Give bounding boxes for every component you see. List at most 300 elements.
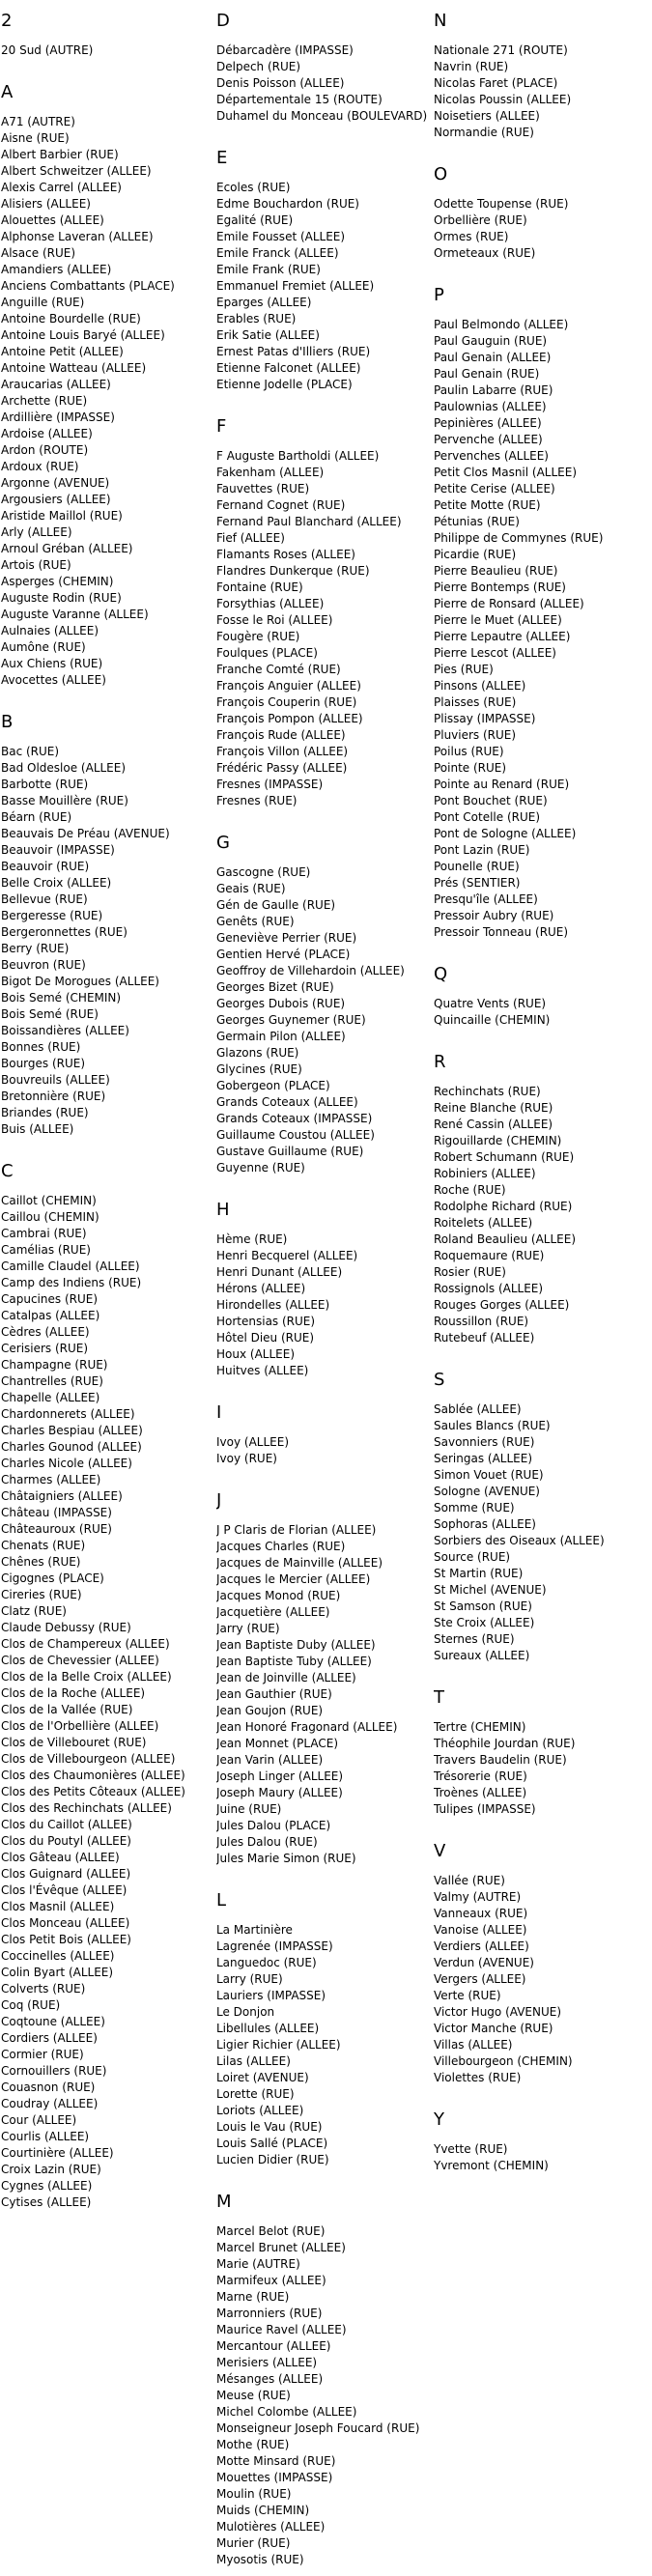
street-item: Rodolphe Richard (RUE) <box>434 1199 573 1213</box>
street-item: Vallée (RUE) <box>434 1873 505 1887</box>
street-item: Jean de Joinville (ALLEE) <box>216 1670 356 1684</box>
street-item: St Martin (RUE) <box>434 1566 524 1580</box>
street-item: Clatz (RUE) <box>1 1603 67 1618</box>
street-item: Victor Hugo (AVENUE) <box>434 2004 562 2019</box>
street-item: Champagne (RUE) <box>1 1357 108 1372</box>
street-list <box>434 42 651 141</box>
street-item: Nicolas Poussin (ALLEE) <box>434 92 572 106</box>
street-item: Pierre Beaulieu (RUE) <box>434 563 558 578</box>
street-item: Simon Vouet (RUE) <box>434 1467 544 1482</box>
street-item: Grands Coteaux (IMPASSE) <box>216 1111 373 1125</box>
street-item: Avocettes (ALLEE) <box>1 672 106 687</box>
street-item: Ecoles (RUE) <box>216 180 291 194</box>
letter-heading: T <box>434 1687 444 1708</box>
street-list <box>434 1873 651 2086</box>
street-item: Moulin (RUE) <box>216 2486 292 2501</box>
street-item: Pounelle (RUE) <box>434 859 520 873</box>
letter-heading: P <box>434 285 444 305</box>
street-item: Genêts (RUE) <box>216 914 295 928</box>
street-item: Jarry (RUE) <box>216 1621 280 1635</box>
street-item: Savonniers (RUE) <box>434 1434 535 1449</box>
street-item: Alphonse Laveran (ALLEE) <box>1 229 154 243</box>
street-item: Asperges (CHEMIN) <box>1 574 114 588</box>
street-item: Clos de Villebouret (RUE) <box>1 1735 147 1749</box>
street-item: Charmes (ALLEE) <box>1 1472 101 1486</box>
letter-heading: D <box>216 11 230 31</box>
street-item: Pierre Lescot (ALLEE) <box>434 645 556 660</box>
street-item: Cornouillers (RUE) <box>1 2063 107 2078</box>
letter-group <box>434 964 651 1029</box>
street-item: Frédéric Passy (ALLEE) <box>216 760 348 775</box>
street-item: Joseph Maury (ALLEE) <box>216 1785 343 1799</box>
letter-heading: E <box>216 148 228 168</box>
street-list <box>216 864 433 1176</box>
street-item: Jacques de Mainville (ALLEE) <box>216 1555 383 1570</box>
street-item: Ernest Patas d'Illiers (RUE) <box>216 344 371 358</box>
street-item: Maurice Ravel (ALLEE) <box>216 2322 347 2336</box>
street-item: Navrin (RUE) <box>434 59 509 73</box>
letter-heading: Q <box>434 964 448 984</box>
letter-heading: I <box>216 1402 222 1423</box>
letter-heading: J <box>216 1490 222 1511</box>
street-item: Paul Genain (RUE) <box>434 366 540 381</box>
street-list <box>216 1522 433 1867</box>
street-item: Ardillière (IMPASSE) <box>1 410 115 424</box>
street-item: Aulnaies (ALLEE) <box>1 623 99 637</box>
street-list <box>434 996 651 1029</box>
street-item: Ivoy (RUE) <box>216 1451 277 1465</box>
street-item: Georges Guynemer (RUE) <box>216 1012 366 1027</box>
street-item: Tulipes (IMPASSE) <box>434 1801 536 1816</box>
street-item: Alouettes (ALLEE) <box>1 212 104 227</box>
street-item: Clos des Chaumonières (ALLEE) <box>1 1768 185 1782</box>
street-item: Bouvreuils (ALLEE) <box>1 1072 110 1087</box>
street-item: Coccinelles (ALLEE) <box>1 1948 115 1963</box>
street-item: Pierre le Muet (ALLEE) <box>434 612 562 627</box>
street-item: Delpech (RUE) <box>216 59 301 73</box>
street-item: Auguste Varanne (ALLEE) <box>1 607 149 621</box>
street-item: François Anguier (ALLEE) <box>216 678 361 693</box>
letter-heading: 2 <box>1 11 13 31</box>
street-item: Pointe (RUE) <box>434 760 507 775</box>
street-item: Cerisiers (RUE) <box>1 1341 89 1355</box>
street-item: 20 Sud (AUTRE) <box>1 42 94 57</box>
street-item: Camp des Indiens (RUE) <box>1 1275 142 1289</box>
street-list <box>434 1084 651 1346</box>
street-item: Paulin Labarre (RUE) <box>434 382 553 397</box>
street-item: Myosotis (RUE) <box>216 2552 304 2566</box>
street-item: Pétunias (RUE) <box>434 514 520 528</box>
street-item: Violettes (RUE) <box>434 2070 522 2084</box>
street-item: Clos de Villebourgeon (ALLEE) <box>1 1751 176 1766</box>
letter-group <box>216 1890 433 2168</box>
street-item: Courlis (ALLEE) <box>1 2129 90 2143</box>
street-item: Clos des Rechinchats (ALLEE) <box>1 1800 172 1815</box>
street-item: Seringas (ALLEE) <box>434 1451 533 1465</box>
street-item: Antoine Petit (ALLEE) <box>1 344 124 358</box>
street-item: Jacques Monod (RUE) <box>216 1588 341 1602</box>
street-item: Antoine Louis Baryé (ALLEE) <box>1 327 165 342</box>
street-item: Odette Toupense (RUE) <box>434 196 569 211</box>
street-item: Beuvron (RUE) <box>1 957 86 972</box>
street-item: Antoine Watteau (ALLEE) <box>1 360 147 375</box>
street-item: Mulotières (ALLEE) <box>216 2519 326 2534</box>
street-item: Clos du Caillot (ALLEE) <box>1 1817 132 1831</box>
street-item: Mésanges (ALLEE) <box>216 2371 324 2386</box>
street-list <box>216 180 433 393</box>
letter-group <box>216 2192 433 2568</box>
street-item: Clos Monceau (ALLEE) <box>1 1915 130 1930</box>
street-item: Château (IMPASSE) <box>1 1505 112 1519</box>
street-item: Verdiers (ALLEE) <box>434 1939 529 1953</box>
street-item: Boissandières (ALLEE) <box>1 1023 129 1037</box>
street-item: Gobergeon (PLACE) <box>216 1078 330 1092</box>
street-item: Albert Schweitzer (ALLEE) <box>1 163 152 178</box>
street-item: Robert Schumann (RUE) <box>434 1149 575 1164</box>
street-item: Yvette (RUE) <box>434 2141 508 2156</box>
street-item: Chantrelles (RUE) <box>1 1373 103 1388</box>
street-item: Roland Beaulieu (ALLEE) <box>434 1231 577 1246</box>
letter-group <box>1 712 215 1138</box>
street-item: La Martinière <box>216 1922 293 1937</box>
street-item: Aisne (RUE) <box>1 130 70 145</box>
letter-group <box>216 1490 433 1867</box>
street-list <box>216 2223 433 2568</box>
street-item: Alisiers (ALLEE) <box>1 196 91 211</box>
street-list <box>434 196 651 262</box>
street-item: Archette (RUE) <box>1 393 88 408</box>
street-item: Bac (RUE) <box>1 744 60 758</box>
street-item: Emmanuel Fremiet (ALLEE) <box>216 278 375 293</box>
street-item: Meuse (RUE) <box>216 2388 291 2402</box>
street-item: Prés (SENTIER) <box>434 875 521 890</box>
letter-heading: H <box>216 1200 230 1220</box>
letter-group <box>1 82 215 689</box>
street-item: Charles Nicole (ALLEE) <box>1 1456 132 1470</box>
street-item: Libellules (ALLEE) <box>216 2021 320 2035</box>
street-item: Bourges (RUE) <box>1 1056 86 1070</box>
street-list <box>434 2141 651 2174</box>
street-item: Eparges (ALLEE) <box>216 295 312 309</box>
street-item: Etienne Falconet (ALLEE) <box>216 360 361 375</box>
street-list <box>216 1231 433 1379</box>
street-item: René Cassin (ALLEE) <box>434 1117 553 1131</box>
street-item: Alexis Carrel (ALLEE) <box>1 180 122 194</box>
street-item: Sologne (AVENUE) <box>434 1484 540 1498</box>
street-item: Lauriers (IMPASSE) <box>216 1988 326 2002</box>
street-item: Berry (RUE) <box>1 941 70 955</box>
street-item: Roche (RUE) <box>434 1182 506 1197</box>
street-item: Caillot (CHEMIN) <box>1 1193 97 1207</box>
street-item: Cigognes (PLACE) <box>1 1571 104 1585</box>
street-item: Claude Debussy (RUE) <box>1 1620 131 1634</box>
street-item: Denis Poisson (ALLEE) <box>216 75 345 90</box>
street-item: Franche Comté (RUE) <box>216 662 341 676</box>
street-item: Débarcadère (IMPASSE) <box>216 42 354 57</box>
street-item: Hérons (ALLEE) <box>216 1281 306 1295</box>
street-item: Houx (ALLEE) <box>216 1346 295 1361</box>
street-item: Jean Varin (ALLEE) <box>216 1752 324 1767</box>
letter-group <box>434 164 651 262</box>
street-item: Charles Gounod (ALLEE) <box>1 1439 142 1454</box>
street-item: Caillou (CHEMIN) <box>1 1209 99 1224</box>
street-item: Albert Barbier (RUE) <box>1 147 119 161</box>
street-item: Pointe au Renard (RUE) <box>434 777 570 791</box>
street-item: J P Claris de Florian (ALLEE) <box>216 1522 377 1537</box>
street-item: Pepinières (ALLEE) <box>434 415 542 430</box>
street-item: Artois (RUE) <box>1 557 71 572</box>
letter-group <box>1 11 215 59</box>
street-item: Vergers (ALLEE) <box>434 1971 526 1986</box>
street-item: Jean Honoré Fragonard (ALLEE) <box>216 1719 398 1734</box>
street-item: Source (RUE) <box>434 1549 511 1564</box>
street-item: Henri Becquerel (ALLEE) <box>216 1248 358 1262</box>
street-item: Pont Cotelle (RUE) <box>434 809 541 824</box>
street-item: Foulques (PLACE) <box>216 645 318 660</box>
street-item: Cormier (RUE) <box>1 2047 84 2061</box>
street-item: Villebourgeon (CHEMIN) <box>434 2053 573 2068</box>
street-list <box>216 42 433 125</box>
street-item: Hortensias (RUE) <box>216 1314 316 1328</box>
letter-group <box>216 11 433 125</box>
street-item: Lagrenée (IMPASSE) <box>216 1939 333 1953</box>
street-item: Basse Mouillère (RUE) <box>1 793 128 807</box>
street-item: Buis (ALLEE) <box>1 1121 74 1136</box>
street-item: Cordiers (ALLEE) <box>1 2030 98 2045</box>
street-item: Pressoir Aubry (RUE) <box>434 908 554 922</box>
street-item: Sophoras (ALLEE) <box>434 1516 536 1531</box>
street-item: Jean Goujon (RUE) <box>216 1703 324 1717</box>
street-item: Béarn (RUE) <box>1 809 72 824</box>
street-item: Aristide Maillol (RUE) <box>1 508 123 523</box>
street-item: Egalité (RUE) <box>216 212 294 227</box>
street-item: Jules Marie Simon (RUE) <box>216 1851 356 1865</box>
street-item: Briandes (RUE) <box>1 1105 89 1119</box>
street-item: Fosse le Roi (ALLEE) <box>216 612 333 627</box>
street-item: Quatre Vents (RUE) <box>434 996 547 1010</box>
street-item: Catalpas (ALLEE) <box>1 1308 100 1322</box>
street-item: Alsace (RUE) <box>1 245 76 260</box>
street-item: Fontaine (RUE) <box>216 580 303 594</box>
street-item: Victor Manche (RUE) <box>434 2021 553 2035</box>
street-item: Camille Claudel (ALLEE) <box>1 1259 140 1273</box>
street-item: Argonne (AVENUE) <box>1 475 110 490</box>
street-item: Travers Baudelin (RUE) <box>434 1752 567 1767</box>
street-item: Pies (RUE) <box>434 662 494 676</box>
street-item: Clos Petit Bois (ALLEE) <box>1 1932 131 1946</box>
street-item: Beauvais De Préau (AVENUE) <box>1 826 170 840</box>
street-item: Valmy (AUTRE) <box>434 1889 522 1904</box>
street-item: F Auguste Bartholdi (ALLEE) <box>216 448 380 463</box>
street-item: Bergeronnettes (RUE) <box>1 924 128 939</box>
street-item: Clos Guignard (ALLEE) <box>1 1866 131 1881</box>
street-item: Cour (ALLEE) <box>1 2112 77 2127</box>
street-item: François Villon (ALLEE) <box>216 744 349 758</box>
street-item: Rossignols (ALLEE) <box>434 1281 544 1295</box>
street-item: Clos de la Belle Croix (ALLEE) <box>1 1669 172 1684</box>
street-item: Geneviève Perrier (RUE) <box>216 930 357 945</box>
street-item: Marne (RUE) <box>216 2289 290 2304</box>
street-item: Marcel Brunet (ALLEE) <box>216 2240 346 2254</box>
street-item: Presqu'île (ALLEE) <box>434 892 538 906</box>
street-item: Clos de Chevessier (ALLEE) <box>1 1653 159 1667</box>
street-item: Erik Satie (ALLEE) <box>216 327 320 342</box>
letter-group <box>216 148 433 393</box>
street-item: Lucien Didier (RUE) <box>216 2152 329 2166</box>
street-item: Clos des Petits Côteaux (ALLEE) <box>1 1784 185 1798</box>
street-item: Jean Monnet (PLACE) <box>216 1736 339 1750</box>
street-item: Départementale 15 (ROUTE) <box>216 92 383 106</box>
street-item: Marmifeux (ALLEE) <box>216 2273 326 2287</box>
street-item: Geais (RUE) <box>216 881 286 895</box>
street-item: Pervenche (ALLEE) <box>434 432 543 446</box>
street-item: Clos de la Roche (ALLEE) <box>1 1685 146 1700</box>
street-item: Fauvettes (RUE) <box>216 481 310 495</box>
street-item: Sorbiers des Oiseaux (ALLEE) <box>434 1533 605 1547</box>
street-item: Rouges Gorges (ALLEE) <box>434 1297 570 1312</box>
street-item: Clos Gâteau (ALLEE) <box>1 1850 120 1864</box>
street-item: Roquemaure (RUE) <box>434 1248 545 1262</box>
street-item: Henri Dunant (ALLEE) <box>216 1264 343 1279</box>
street-item: Aux Chiens (RUE) <box>1 656 103 670</box>
street-item: Chapelle (ALLEE) <box>1 1390 100 1404</box>
letter-heading: N <box>434 11 447 31</box>
street-item: François Rude (ALLEE) <box>216 727 346 742</box>
street-item: Picardie (RUE) <box>434 547 517 561</box>
street-item: Mothe (RUE) <box>216 2437 290 2451</box>
street-item: Nationale 271 (ROUTE) <box>434 42 568 57</box>
street-item: Paul Belmondo (ALLEE) <box>434 317 569 331</box>
street-item: Somme (RUE) <box>434 1500 515 1514</box>
street-item: Fresnes (RUE) <box>216 793 298 807</box>
street-item: Marcel Belot (RUE) <box>216 2223 326 2238</box>
street-item: Gentien Hervé (PLACE) <box>216 947 351 961</box>
street-item: Clos Masnil (ALLEE) <box>1 1899 115 1913</box>
street-item: Théophile Jourdan (RUE) <box>434 1736 576 1750</box>
street-item: Germain Pilon (ALLEE) <box>216 1029 346 1043</box>
street-item: Jacques le Mercier (ALLEE) <box>216 1571 371 1586</box>
index-column-3 <box>434 0 651 2174</box>
street-item: Petite Motte (RUE) <box>434 497 541 512</box>
street-item: Fernand Paul Blanchard (ALLEE) <box>216 514 402 528</box>
street-item: Petite Cerise (ALLEE) <box>434 481 555 495</box>
street-item: Clos de la Vallée (RUE) <box>1 1702 133 1716</box>
street-item: Colverts (RUE) <box>1 1981 86 1996</box>
street-item: Rechinchats (RUE) <box>434 1084 541 1098</box>
street-item: Cèdres (ALLEE) <box>1 1324 90 1339</box>
street-item: Philippe de Commynes (RUE) <box>434 530 604 545</box>
street-item: Georges Dubois (RUE) <box>216 996 346 1010</box>
street-item: Verdun (AVENUE) <box>434 1955 534 1969</box>
street-item: Guyenne (RUE) <box>216 1160 305 1175</box>
letter-group <box>216 416 433 809</box>
street-item: Huitves (ALLEE) <box>216 1363 309 1377</box>
street-item: Villas (ALLEE) <box>434 2037 513 2052</box>
street-item: Hème (RUE) <box>216 1231 288 1246</box>
street-item: Amandiers (ALLEE) <box>1 262 112 276</box>
street-item: Fresnes (IMPASSE) <box>216 777 324 791</box>
street-item: Chardonnerets (ALLEE) <box>1 1406 135 1421</box>
street-item: Tertre (CHEMIN) <box>434 1719 526 1734</box>
street-item: Roussillon (RUE) <box>434 1314 529 1328</box>
street-item: Pierre Lepautre (ALLEE) <box>434 629 571 643</box>
street-item: Noisetiers (ALLEE) <box>434 108 540 123</box>
street-item: Roitelets (ALLEE) <box>434 1215 533 1230</box>
street-item: Ligier Richier (ALLEE) <box>216 2037 341 2052</box>
street-item: Gustave Guillaume (RUE) <box>216 1144 364 1158</box>
street-item: Grands Coteaux (ALLEE) <box>216 1094 358 1109</box>
street-item: Coudray (ALLEE) <box>1 2096 99 2110</box>
street-item: Mouettes (IMPASSE) <box>216 2470 333 2484</box>
letter-heading: B <box>1 712 14 732</box>
street-item: Louis le Vau (RUE) <box>216 2119 323 2134</box>
street-item: Camélias (RUE) <box>1 1242 91 1257</box>
street-item: Sablée (ALLEE) <box>434 1401 522 1416</box>
street-list <box>434 317 651 941</box>
street-item: Trésorerie (RUE) <box>434 1769 527 1783</box>
street-item: Nicolas Faret (PLACE) <box>434 75 558 90</box>
street-item: Loriots (ALLEE) <box>216 2103 304 2117</box>
street-item: Le Donjon <box>216 2004 275 2019</box>
street-item: Fernand Cognet (RUE) <box>216 497 346 512</box>
street-item: Courtinière (ALLEE) <box>1 2145 114 2160</box>
street-item: Anguille (RUE) <box>1 295 85 309</box>
street-item: Bergeresse (RUE) <box>1 908 103 922</box>
index-column-2 <box>216 0 433 2568</box>
street-item: Hirondelles (ALLEE) <box>216 1297 330 1312</box>
street-item: Vanneaux (RUE) <box>434 1906 528 1920</box>
street-item: Pinsons (ALLEE) <box>434 678 526 693</box>
street-item: St Michel (AVENUE) <box>434 1582 547 1597</box>
street-item: Cambrai (RUE) <box>1 1226 87 1240</box>
street-item: Glycines (RUE) <box>216 1062 302 1076</box>
letter-heading: R <box>434 1052 446 1072</box>
street-item: Plissay (IMPASSE) <box>434 711 536 725</box>
street-item: Arnoul Gréban (ALLEE) <box>1 541 133 555</box>
street-item: Bonnes (RUE) <box>1 1039 81 1054</box>
street-item: Vanoise (ALLEE) <box>434 1922 527 1937</box>
street-item: Edme Bouchardon (RUE) <box>216 196 359 211</box>
street-item: Glazons (RUE) <box>216 1045 299 1060</box>
street-item: Pont Lazin (RUE) <box>434 842 530 857</box>
street-item: Chênes (RUE) <box>1 1554 81 1569</box>
street-item: Bad Oldesloe (ALLEE) <box>1 760 127 775</box>
street-item: Georges Bizet (RUE) <box>216 979 334 994</box>
street-item: Forsythias (ALLEE) <box>216 596 325 610</box>
street-item: Joseph Linger (ALLEE) <box>216 1769 344 1783</box>
street-item: Duhamel du Monceau (BOULEVARD) <box>216 108 428 123</box>
letter-heading: O <box>434 164 448 184</box>
street-item: Normandie (RUE) <box>434 125 534 139</box>
street-item: Ormeteaux (RUE) <box>434 245 536 260</box>
street-item: Cytises (ALLEE) <box>1 2194 92 2209</box>
street-item: Ormes (RUE) <box>434 229 509 243</box>
street-item: Jean Baptiste Duby (ALLEE) <box>216 1637 376 1652</box>
index-column-1 <box>1 0 215 2211</box>
street-item: Jacquetière (ALLEE) <box>216 1604 330 1619</box>
street-item: Orbellière (RUE) <box>434 212 527 227</box>
street-item: Paul Gauguin (RUE) <box>434 333 548 348</box>
letter-heading: Y <box>434 2109 444 2130</box>
street-item: Châteauroux (RUE) <box>1 1521 112 1536</box>
street-item: Muids (CHEMIN) <box>216 2503 310 2517</box>
street-item: Rutebeuf (ALLEE) <box>434 1330 535 1345</box>
street-item: Petit Clos Masnil (ALLEE) <box>434 465 578 479</box>
street-item: Capucines (RUE) <box>1 1291 99 1306</box>
street-list <box>216 448 433 809</box>
street-item: A71 (AUTRE) <box>1 114 75 128</box>
street-item: Anciens Combattants (PLACE) <box>1 278 175 293</box>
